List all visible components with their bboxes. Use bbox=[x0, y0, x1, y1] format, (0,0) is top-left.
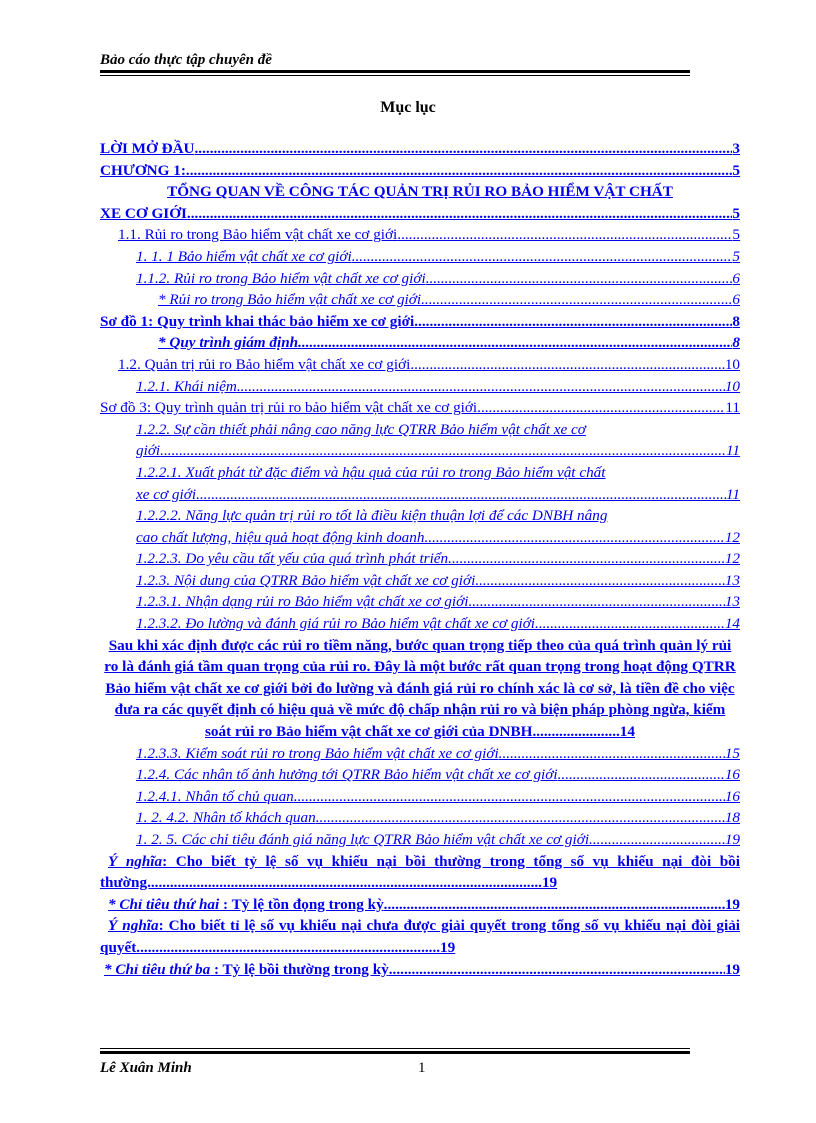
toc-entry-meaning-2[interactable]: Ý nghĩa: Cho biết tỉ lệ số vụ khiếu nại chưa được giải quyết trong tổng số vụ khiếu nại đòi giải quyết................................................................................19 bbox=[100, 917, 740, 956]
toc-entry-1-1-2[interactable]: 1.1.2. Rủi ro trong Bảo hiểm vật chất xe cơ giới ..... 6 bbox=[100, 268, 740, 290]
toc-entry-1-2-2-2-cont[interactable]: cao chất lượng, hiệu quả hoạt động kinh doanh ..... 12 bbox=[100, 527, 740, 549]
toc-entry-1-2-1[interactable]: 1.2.1. Khái niệm ..... 10 bbox=[100, 376, 740, 398]
header-rule-thin bbox=[100, 75, 690, 76]
header-rule bbox=[100, 70, 690, 73]
toc-entry-1-2-4-2[interactable]: 1. 2. 4.2. Nhân tố khách quan ..... 18 bbox=[100, 807, 740, 829]
toc-entry-1-2-3-2[interactable]: 1.2.3.2. Đo lường và đánh giá rủi ro Bảo hiểm vật chất xe cơ giới ..... 14 bbox=[100, 613, 740, 635]
toc-entry-1-2-2-1[interactable]: 1.2.2.1. Xuất phát từ đặc điểm và hậu quả của rủi ro trong Bảo hiểm vật chất bbox=[136, 463, 606, 481]
toc-entry-risk-assessment-paragraph[interactable]: Sau khi xác định được các rủi ro tiềm năng, bước quan trọng tiếp theo của quá trình quản lý rủi ro là đánh giá tầm quan trọng của rủi ro. Đây là một bước rất quan trọng trong hoạt động QTRR Bảo hiểm vật chất xe cơ giới bởi đo lường và đánh giá rủi ro chính xác là cơ sở, là tiền đề cho việc đưa ra các quyết định có hiệu quả về mức độ chấp nhận rủi ro và biện pháp phòng ngừa, kiểm soát rủi ro Bảo hiểm vật chất xe cơ giới của DNBH.......................14 bbox=[104, 636, 736, 741]
footer-author: Lê Xuân Minh bbox=[100, 1060, 192, 1076]
toc-entry-diagram-3[interactable]: Sơ đồ 3: Quy trình quản trị rủi ro bảo hiểm vật chất xe cơ giới ..... 11 bbox=[100, 397, 740, 419]
page-title: Mục lục bbox=[380, 99, 436, 116]
toc-entry-chapter-1[interactable]: CHƯƠNG 1: ..... 5 bbox=[100, 160, 740, 182]
toc-entry-1-2-3-1[interactable]: 1.2.3.1. Nhận dạng rủi ro Bảo hiểm vật chất xe cơ giới ..... 13 bbox=[100, 591, 740, 613]
toc-entry-diagram-1[interactable]: Sơ đồ 1: Quy trình khai thác bảo hiểm xe cơ giới ..... 8 bbox=[100, 311, 740, 333]
table-of-contents bbox=[100, 138, 740, 980]
toc-entry-indicator-3[interactable]: * Chỉ tiêu thứ ba : Tỷ lệ bồi thường trong kỳ ..... 19 bbox=[100, 959, 740, 981]
footer-rule-thin bbox=[100, 1048, 690, 1049]
toc-entry-1-2-2[interactable]: 1.2.2. Sự cần thiết phải nâng cao năng lực QTRR Bảo hiểm vật chất xe cơ bbox=[136, 420, 586, 438]
toc-entry-1-2-2-3[interactable]: 1.2.2.3. Do yêu cầu tất yếu của quá trình phát triển ..... 12 bbox=[100, 548, 740, 570]
toc-entry-risk-bullet[interactable]: * Rủi ro trong Bảo hiểm vật chất xe cơ giới ..... 6 bbox=[100, 289, 740, 311]
toc-entry-1-2-4-1[interactable]: 1.2.4.1. Nhân tố chủ quan ..... 16 bbox=[100, 786, 740, 808]
toc-entry-chapter-1-title[interactable]: TỔNG QUAN VỀ CÔNG TÁC QUẢN TRỊ RỦI RO BẢO HIỂM VẬT CHẤT bbox=[167, 183, 673, 201]
page-number: 1 bbox=[418, 1060, 426, 1076]
toc-entry-chapter-1-title-cont[interactable]: XE CƠ GIỚI. ..... 5 bbox=[100, 203, 740, 225]
toc-entry-1-2-4[interactable]: 1.2.4. Các nhân tố ảnh hưởng tới QTRR Bảo hiểm vật chất xe cơ giới ..... 16 bbox=[100, 764, 740, 786]
toc-entry-1-2-2-2[interactable]: 1.2.2.2. Năng lực quản trị rủi ro tốt là điều kiện thuận lợi để các DNBH nâng bbox=[136, 507, 608, 525]
header-title: Bảo cáo thực tập chuyên đề bbox=[100, 52, 272, 68]
toc-entry-1-2-3-3[interactable]: 1.2.3.3. Kiểm soát rủi ro trong Bảo hiểm vật chất xe cơ giới ..... 15 bbox=[100, 743, 740, 765]
toc-entry-1-1-1[interactable]: 1. 1. 1 Bảo hiểm vật chất xe cơ giới ..... 5 bbox=[100, 246, 740, 268]
toc-entry-1-2-5[interactable]: 1. 2. 5. Các chỉ tiêu đánh giá năng lực QTRR Bảo hiểm vật chất xe cơ giới. ..... 19 bbox=[100, 829, 740, 851]
page-footer bbox=[100, 1048, 690, 1082]
toc-entry-1-1[interactable]: 1.1. Rủi ro trong Bảo hiểm vật chất xe cơ giới ..... 5 bbox=[100, 224, 740, 246]
page-header bbox=[100, 50, 690, 76]
toc-entry-1-2-2-1-cont[interactable]: xe cơ giới ..... 11 bbox=[100, 484, 740, 506]
toc-entry-1-2[interactable]: 1.2. Quản trị rủi ro Bảo hiểm vật chất xe cơ giới ..... 10 bbox=[100, 354, 740, 376]
toc-entry-intro[interactable]: LỜI MỞ ĐẦU ..... 3 bbox=[100, 138, 740, 160]
toc-entry-1-2-3[interactable]: 1.2.3. Nội dung của QTRR Bảo hiểm vật chất xe cơ giới ..... 13 bbox=[100, 570, 740, 592]
toc-entry-assessment-process[interactable]: * Quy trình giám định. ..... 8 bbox=[100, 332, 740, 354]
footer-rule bbox=[100, 1051, 690, 1054]
toc-entry-1-2-2-cont[interactable]: giới ..... 11 bbox=[100, 440, 740, 462]
toc-entry-meaning-1[interactable]: Ý nghĩa: Cho biết tỷ lệ số vụ khiếu nại bồi thường trong tổng số vụ khiếu nại đòi bồi thường........................................................................................................19 bbox=[100, 852, 740, 892]
toc-entry-indicator-2[interactable]: * Chỉ tiêu thứ hai : Tỷ lệ tồn đọng trong kỳ ..... 19 bbox=[100, 894, 740, 916]
